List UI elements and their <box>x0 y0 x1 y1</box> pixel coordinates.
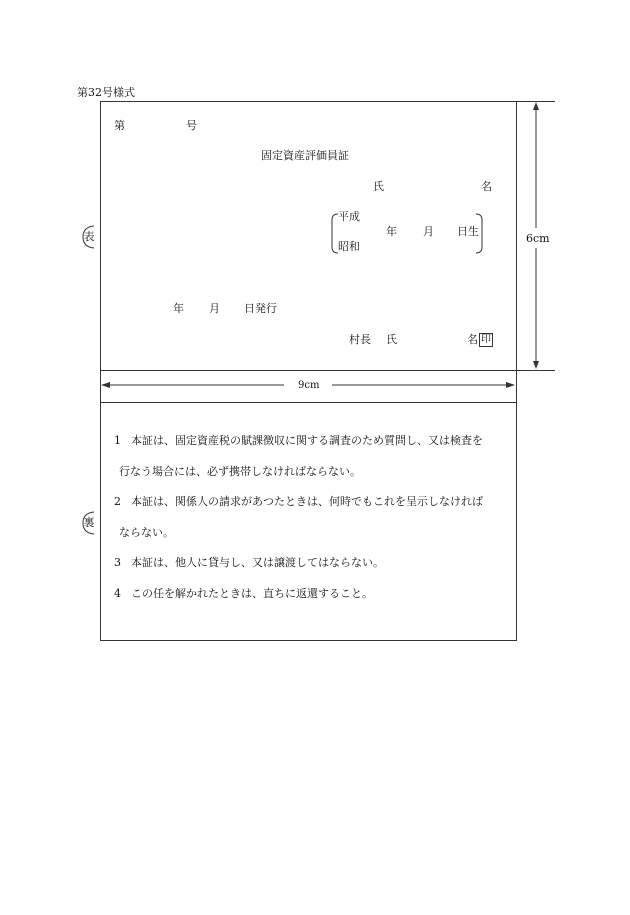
issue-day-label: 日発行 <box>244 302 277 315</box>
issuer-seal: 印 <box>481 334 491 345</box>
back-item-1-line1: 本証は、固定資産税の賦課徴収に関する調査のため質問し、又は検査を <box>131 434 483 447</box>
issuer-given-label: 名 <box>467 333 478 346</box>
issuer-surname-label: 氏 <box>386 333 397 346</box>
card-title: 固定資産評価員証 <box>261 149 349 162</box>
form-number: 第32号様式 <box>77 86 135 99</box>
birth-year-label: 年 <box>386 225 397 238</box>
name-given-label: 名 <box>481 180 492 193</box>
back-item-2-number: 2 <box>114 495 121 508</box>
birth-day-label: 日生 <box>457 225 479 238</box>
back-item-1-line2: 行なう場合には、必ず携帯しなければならない。 <box>119 465 361 478</box>
birth-month-label: 月 <box>423 225 434 238</box>
height-label: 6cm <box>526 232 550 245</box>
name-surname-label: 氏 <box>373 180 384 193</box>
front-side-char: 表 <box>83 230 95 243</box>
back-item-4-line1: この任を解かれたときは、直ちに返還すること。 <box>131 587 373 600</box>
back-side-char: 裏 <box>83 516 95 529</box>
back-item-3-line1: 本証は、他人に貸与し、又は譲渡してはならない。 <box>131 556 384 569</box>
issuer-title: 村長 <box>349 333 371 346</box>
back-item-2-line2: ならない。 <box>119 526 174 539</box>
width-label: 9cm <box>298 380 320 391</box>
era-heisei: 平成 <box>338 210 360 223</box>
back-item-3-number: 3 <box>114 556 121 569</box>
card-number-suffix: 号 <box>186 119 197 132</box>
issue-month-label: 月 <box>209 302 220 315</box>
back-item-1-number: 1 <box>114 434 121 447</box>
back-side-label <box>81 511 97 535</box>
card-number-prefix: 第 <box>114 119 125 132</box>
back-item-2-line1: 本証は、関係人の請求があつたときは、何時でもこれを呈示しなければ <box>131 495 483 508</box>
issue-year-label: 年 <box>173 302 184 315</box>
era-showa: 昭和 <box>338 240 360 253</box>
back-item-4-number: 4 <box>114 587 121 600</box>
